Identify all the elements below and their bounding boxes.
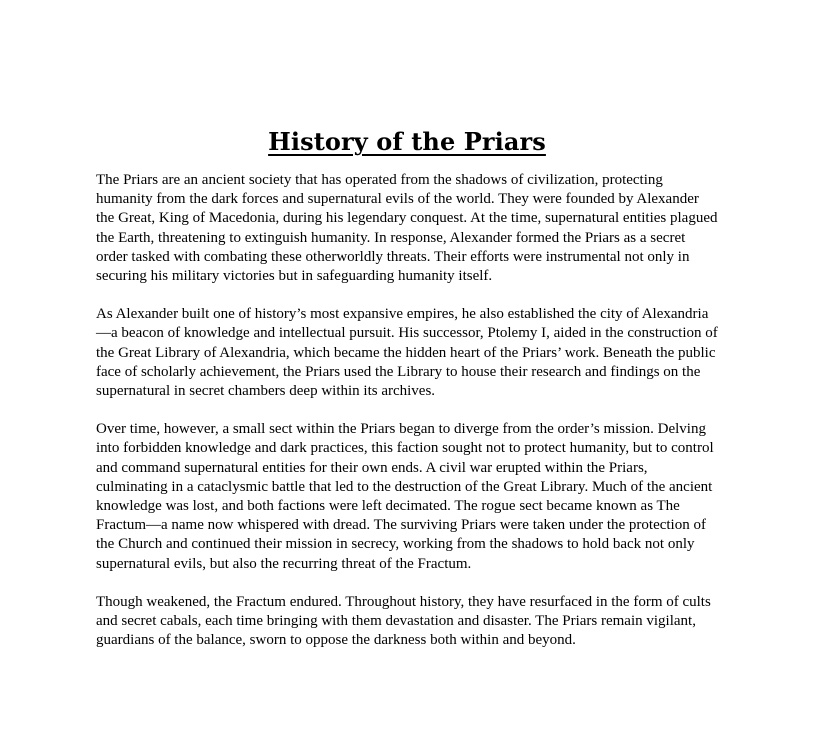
paragraph-fractum-schism: Over time, however, a small sect within the Priars began to diverge from the order’s mission. Delving into forbidden knowledge and dark practices, this faction sought not to protect humanity, but to control and command supernatural entities for their own ends. A civil war erupted within the Priars, culminating in a cataclysmic battle that led to the destruction of the Great Library. Much of the ancient knowledge was lost, and both factions were left decimated. The rogue sect became known as The Fractum—a name now whispered with dread. The surviving Priars were taken under the protection of the Church and continued their mission in secrecy, working from the shadows to hold back not only supernatural evils, but also the recurring threat of the Fractum. [96, 421, 714, 572]
paragraph-vigilance: Though weakened, the Fractum endured. Throughout history, they have resurfaced in the form of cults and secret cabals, each time bringing with them devastation and disaster. The Priars remain vigilant, guardians of the balance, sworn to oppose the darkness both within and beyond. [96, 593, 711, 649]
document-body [96, 171, 718, 669]
paragraph-alexandria: As Alexander built one of history’s most expansive empires, he also established the city of Alexandria—a beacon of knowledge and intellectual pursuit. His successor, Ptolemy I, aided in the construction of the Great Library of Alexandria, which became the hidden heart of the Priars’ work. Beneath the public face of scholarly achievement, the Priars used the Library to house their research and findings on the supernatural in secret chambers deep within its archives. [96, 306, 718, 400]
document-title: History of the Priars [268, 127, 546, 156]
paragraph-founding: The Priars are an ancient society that has operated from the shadows of civilization, protecting humanity from the dark forces and supernatural evils of the world. They were founded by Alexander the Great, King of Macedonia, during his legendary conquest. At the time, supernatural entities plagued the Earth, threatening to extinguish humanity. In response, Alexander formed the Priars as a secret order tasked with combating these otherworldly threats. Their efforts were instrumental not only in securing his military victories but in safeguarding humanity itself. [96, 172, 718, 285]
